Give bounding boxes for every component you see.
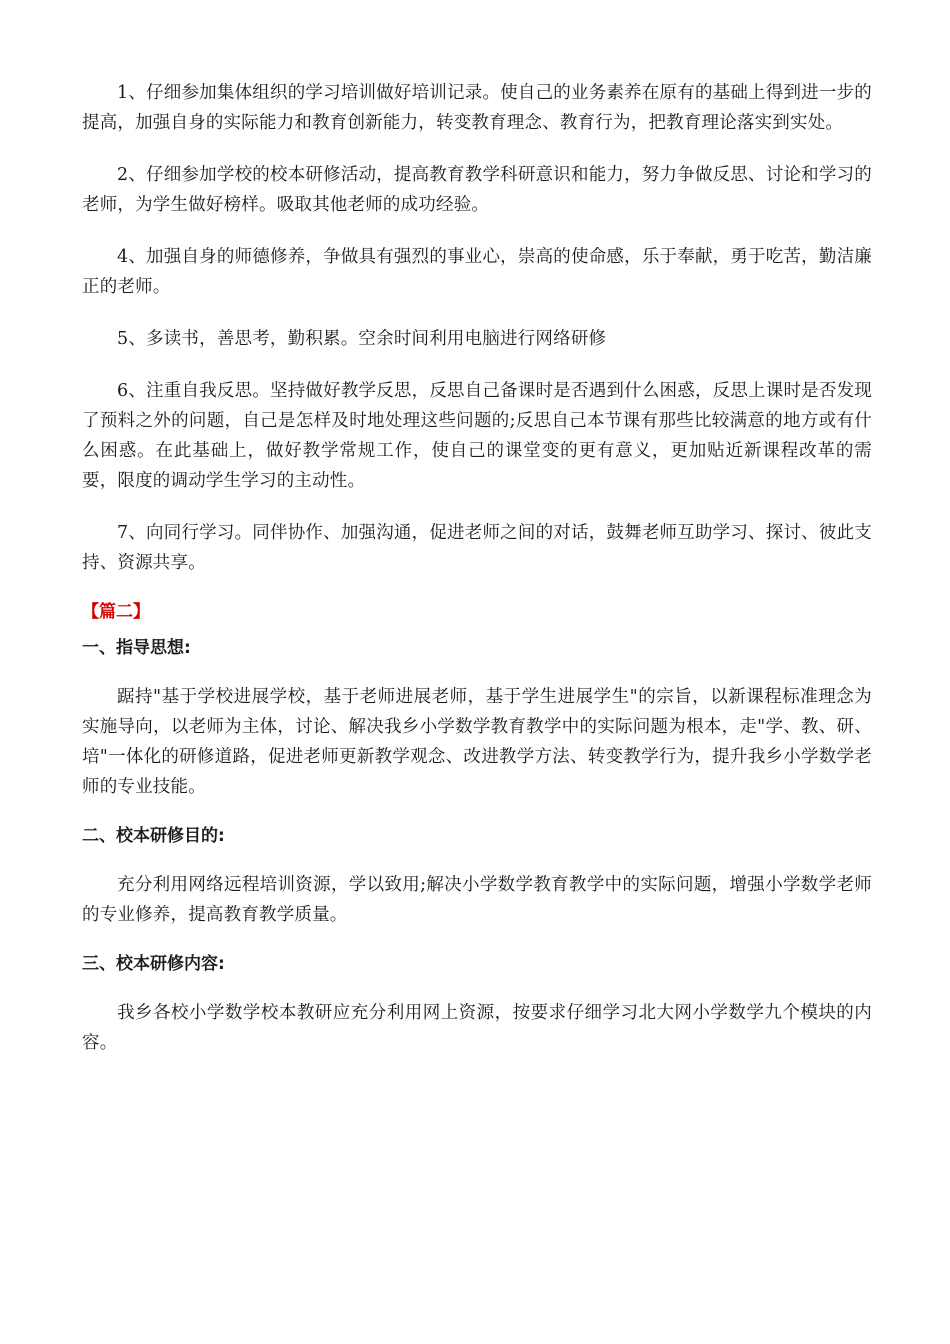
paragraph-item-2: 2、仔细参加学校的校本研修活动，提高教育教学科研意识和能力，努力争做反思、讨论和学习的老师，为学生做好榜样。吸取其他老师的成功经验。 [82, 165, 872, 215]
paragraph-item-5: 5、多读书，善思考，勤积累。空余时间利用电脑进行网络研修 [117, 329, 607, 349]
paragraph-item-1: 1、仔细参加集体组织的学习培训做好培训记录。使自己的业务素养在原有的基础上得到进一步的提高，加强自身的实际能力和教育创新能力，转变教育理念、教育行为，把教育理论落实到实处。 [82, 83, 872, 133]
heading-guiding-thought: 一、指导思想: [82, 638, 191, 658]
paragraph-item-6: 6、注重自我反思。坚持做好教学反思，反思自己备课时是否遇到什么困惑，反思上课时是否发现了预料之外的问题，自己是怎样及时地处理这些问题的;反思自己本节课有那些比较满意的地方或有什么困惑。在此基础上，做好教学常规工作，使自己的课堂变的更有意义，更加贴近新课程改革的需要，限度的调动学生学习的主动性。 [82, 381, 872, 491]
document-page [82, 78, 872, 1080]
research-content-body: 我乡各校小学数学校本教研应充分利用网上资源，按要求仔细学习北大网小学数学九个模块的内容。 [82, 1003, 872, 1053]
paragraph-item-4: 4、加强自身的师德修养，争做具有强烈的事业心，崇高的使命感，乐于奉献，勇于吃苦，勤洁廉正的老师。 [82, 247, 872, 297]
heading-research-content: 三、校本研修内容: [82, 954, 225, 974]
guiding-thought-body: 踞持"基于学校进展学校，基于老师进展老师，基于学生进展学生"的宗旨，以新课程标准理念为实施导向，以老师为主体，讨论、解决我乡小学数学教育教学中的实际问题为根本，走"学、教、研、培"一体化的研修道路，促进老师更新教学观念、改进教学方法、转变教学行为，提升我乡小学数学老师的专业技能。 [82, 687, 872, 797]
research-purpose-body: 充分利用网络远程培训资源，学以致用;解决小学数学教育教学中的实际问题，增强小学数学老师的专业修养，提高教育教学质量。 [82, 875, 872, 925]
paragraph-item-7: 7、向同行学习。同伴协作、加强沟通，促进老师之间的对话，鼓舞老师互助学习、探讨、彼此支持、资源共享。 [82, 523, 872, 573]
heading-research-purpose: 二、校本研修目的: [82, 826, 225, 846]
section-tag: 【篇二】 [82, 602, 150, 622]
